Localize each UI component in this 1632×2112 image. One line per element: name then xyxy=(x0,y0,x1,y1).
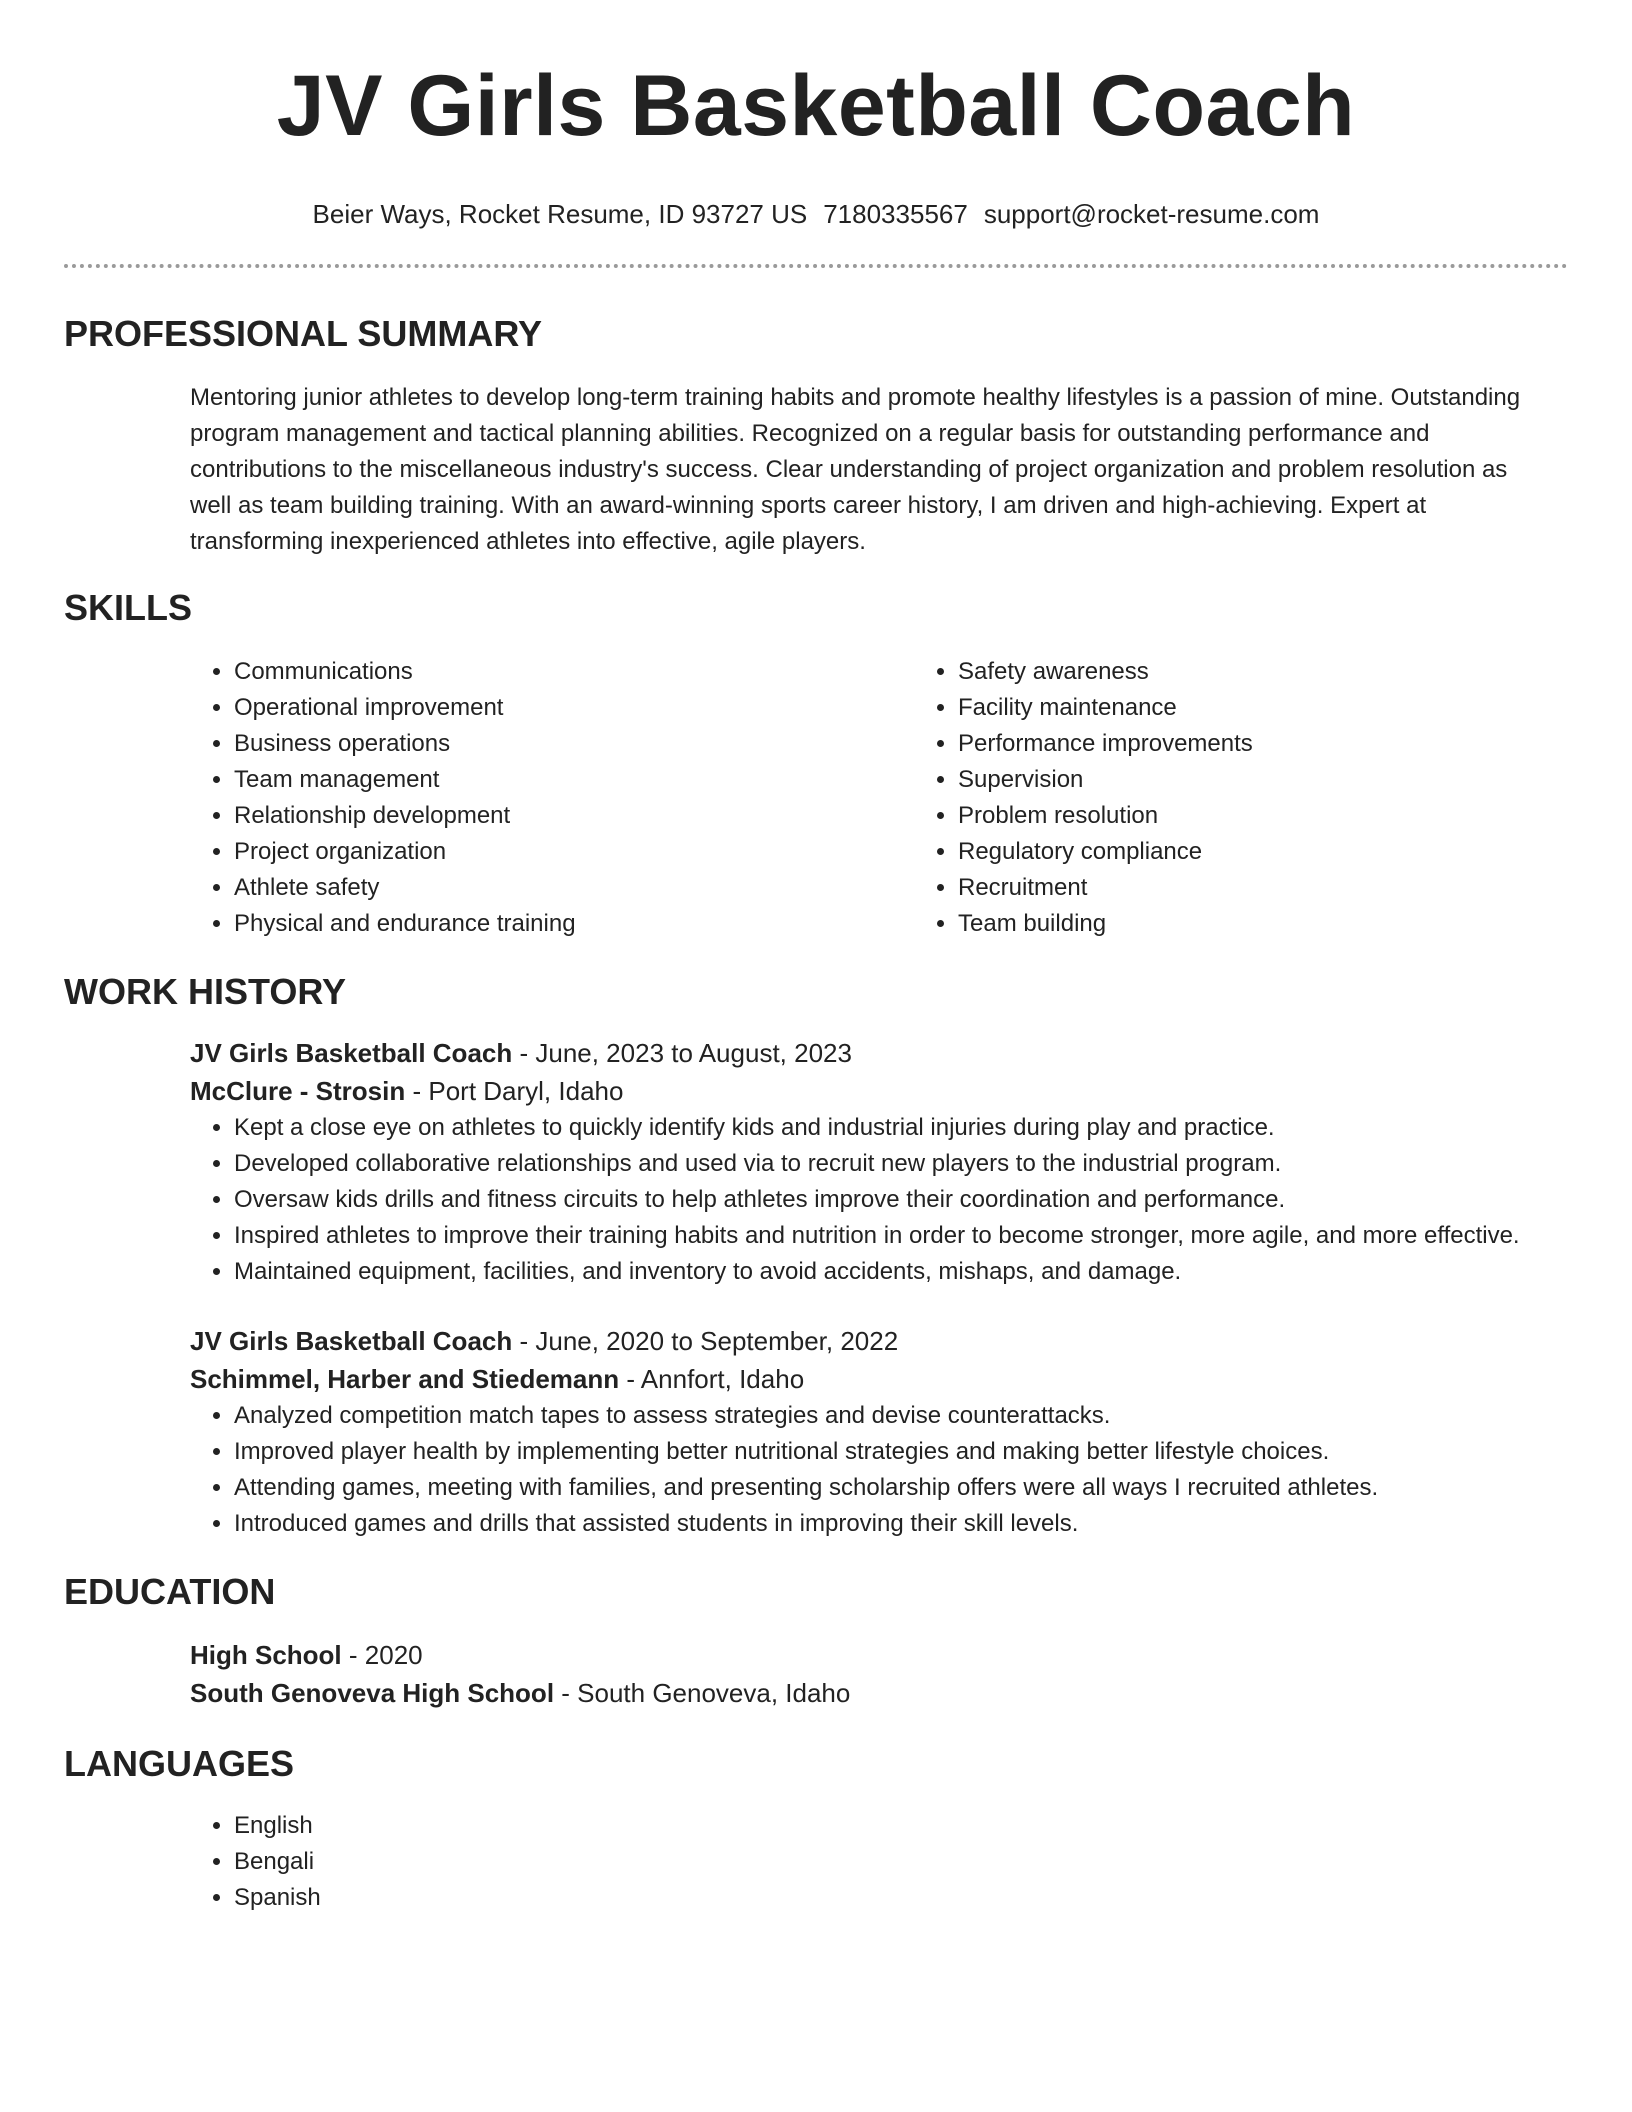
skill-item: • Regulatory compliance xyxy=(958,834,1253,870)
education-year: - 2020 xyxy=(341,1640,423,1670)
skill-item: • Physical and endurance training xyxy=(234,906,914,942)
skill-item: • Team building xyxy=(958,906,1253,942)
contact-email: support@rocket-resume.com xyxy=(983,199,1320,229)
contact-phone: 7180335567 xyxy=(823,199,968,229)
skills-grid xyxy=(190,654,1568,942)
languages-section xyxy=(190,1808,1568,1916)
job-duties-list xyxy=(190,1110,1568,1290)
job-title-line xyxy=(190,1034,1568,1072)
job-duty: • Introduced games and drills that assisted students in improving their skill levels. xyxy=(234,1506,1568,1542)
job-duty: • Inspired athletes to improve their training habits and nutrition in order to become stronger, more agile, and more effective. xyxy=(234,1218,1568,1254)
education-school: South Genoveva High School xyxy=(190,1678,555,1708)
skill-item: • Business operations xyxy=(234,726,914,762)
skill-item: • Supervision xyxy=(958,762,1253,798)
job-entry xyxy=(190,1322,1568,1542)
summary-text: Mentoring junior athletes to develop long-term training habits and promote healthy lifestyles is a passion of mine. Outstanding program management and tactical planning abilities. Recognized on a regular basis for outstanding performance and contributions to the miscellaneous industry's success. Clear understanding of project organization and problem resolution as well as team building training. With an award-winning sports career history, I am driven and high-achieving. Expert at transforming inexperienced athletes into effective, agile players. xyxy=(190,384,1521,555)
skill-item: • Communications xyxy=(234,654,914,690)
skill-item: • Relationship development xyxy=(234,798,914,834)
skill-item: • Project organization xyxy=(234,834,914,870)
language-item: • Bengali xyxy=(234,1844,1568,1880)
job-company-line xyxy=(190,1072,1568,1110)
job-dates: - June, 2020 to September, 2022 xyxy=(512,1326,899,1356)
job-duty: • Maintained equipment, facilities, and inventory to avoid accidents, mishaps, and damage. xyxy=(234,1254,1568,1290)
education-location: - South Genoveva, Idaho xyxy=(554,1678,851,1708)
language-item: • Spanish xyxy=(234,1880,1568,1916)
job-location: - Port Daryl, Idaho xyxy=(405,1076,624,1106)
languages-list xyxy=(190,1808,1568,1916)
section-title-work-history: WORK HISTORY xyxy=(64,971,347,1012)
contact-line xyxy=(64,198,1568,230)
section-title-summary: PROFESSIONAL SUMMARY xyxy=(64,313,543,354)
skills-column-right xyxy=(914,654,1253,942)
job-duty: • Kept a close eye on athletes to quickly identify kids and industrial injuries during play and practice. xyxy=(234,1110,1568,1146)
skills-column-left xyxy=(190,654,914,942)
header-divider xyxy=(64,264,1568,268)
job-position: JV Girls Basketball Coach xyxy=(190,1038,513,1068)
job-duty: • Analyzed competition match tapes to assess strategies and devise counterattacks. xyxy=(234,1398,1568,1434)
resume-header xyxy=(64,0,1568,230)
job-entry xyxy=(190,1034,1568,1290)
section-title-education: EDUCATION xyxy=(64,1571,276,1612)
section-title-languages: LANGUAGES xyxy=(64,1743,295,1784)
education-degree-line xyxy=(190,1636,1568,1674)
job-company-line xyxy=(190,1360,1568,1398)
job-location: - Annfort, Idaho xyxy=(619,1364,805,1394)
skill-item: • Facility maintenance xyxy=(958,690,1253,726)
job-duty: • Improved player health by implementing better nutritional strategies and making better lifestyle choices. xyxy=(234,1434,1568,1470)
skill-item: • Safety awareness xyxy=(958,654,1253,690)
skill-item: • Performance improvements xyxy=(958,726,1253,762)
contact-address: Beier Ways, Rocket Resume, ID 93727 US xyxy=(312,199,808,229)
education-school-line xyxy=(190,1674,1568,1712)
language-item: • English xyxy=(234,1808,1568,1844)
education-entry xyxy=(190,1636,1568,1712)
skill-item: • Problem resolution xyxy=(958,798,1253,834)
job-title-line xyxy=(190,1322,1568,1360)
job-duty: • Developed collaborative relationships and used via to recruit new players to the industrial program. xyxy=(234,1146,1568,1182)
job-position: JV Girls Basketball Coach xyxy=(190,1326,513,1356)
education-degree: High School xyxy=(190,1640,342,1670)
skill-item: • Recruitment xyxy=(958,870,1253,906)
job-dates: - June, 2023 to August, 2023 xyxy=(512,1038,852,1068)
job-duties-list xyxy=(190,1398,1568,1542)
job-company: McClure - Strosin xyxy=(190,1076,406,1106)
skill-item: • Athlete safety xyxy=(234,870,914,906)
candidate-name: JV Girls Basketball Coach xyxy=(276,58,1356,154)
job-duty: • Oversaw kids drills and fitness circuits to help athletes improve their coordination and performance. xyxy=(234,1182,1568,1218)
skill-item: • Operational improvement xyxy=(234,690,914,726)
skill-item: • Team management xyxy=(234,762,914,798)
section-title-skills: SKILLS xyxy=(64,587,193,628)
job-duty: • Attending games, meeting with families, and presenting scholarship offers were all ways I recruited athletes. xyxy=(234,1470,1568,1506)
job-company: Schimmel, Harber and Stiedemann xyxy=(190,1364,620,1394)
